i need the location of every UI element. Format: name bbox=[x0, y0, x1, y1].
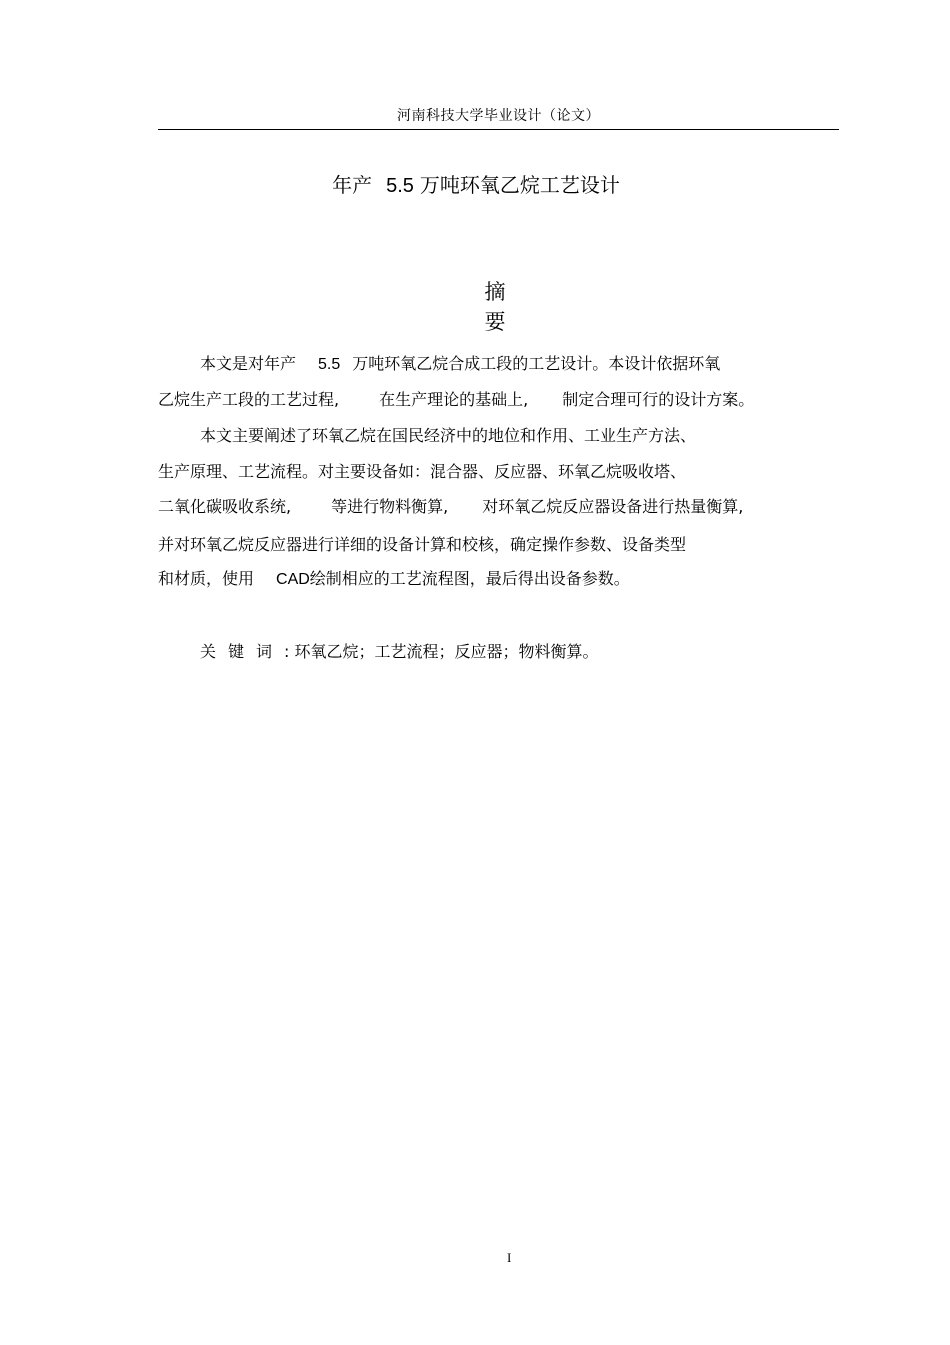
keywords-label: 关键词 bbox=[200, 642, 285, 661]
abstract-line-5 bbox=[158, 496, 743, 518]
abstract-heading: 摘要 bbox=[484, 280, 534, 334]
title-suffix: 万吨环氧乙烷工艺设计 bbox=[419, 173, 620, 197]
abstract-line-6: 并对环氧乙烷反应器进行详细的设备计算和校核，确定操作参数、设备类型 bbox=[158, 535, 687, 554]
line-2-part-b: 在生产理论的基础上, bbox=[379, 390, 529, 409]
line-5-part-a: 二氧化碳吸收系统, bbox=[158, 497, 292, 516]
abstract-line-3: 本文主要阐述了环氧乙烷在国民经济中的地位和作用、工业生产方法、 bbox=[200, 426, 697, 445]
line-7-cad: CAD bbox=[276, 571, 310, 588]
line-5-part-c: 对环氧乙烷反应器设备进行热量衡算, bbox=[482, 497, 744, 516]
document-title bbox=[158, 171, 794, 200]
line-1-part-a: 本文是对年产 bbox=[200, 354, 297, 373]
header-divider bbox=[158, 129, 839, 130]
abstract-line-7 bbox=[158, 568, 630, 591]
line-7-part-c: 绘制相应的工艺流程图，最后得出设备参数。 bbox=[309, 569, 630, 588]
line-1-part-c: 万吨环氧乙烷合成工段的工艺设计。本设计依据环氧 bbox=[352, 354, 721, 373]
keywords-colon: : bbox=[284, 642, 295, 661]
title-prefix: 年产 bbox=[332, 173, 373, 197]
running-header: 河南科技大学毕业设计（论文） bbox=[397, 108, 600, 124]
keywords-items: 环氧乙烷；工艺流程；反应器；物料衡算。 bbox=[294, 642, 599, 661]
line-2-part-c: 制定合理可行的设计方案。 bbox=[562, 390, 755, 409]
line-5-part-b: 等进行物料衡算, bbox=[331, 497, 449, 516]
page-number: I bbox=[507, 1250, 512, 1265]
abstract-line-2 bbox=[158, 389, 754, 411]
line-1-number: 5.5 bbox=[318, 356, 341, 373]
title-number: 5.5 bbox=[386, 175, 414, 197]
keywords-line bbox=[200, 641, 599, 663]
line-7-part-a: 和材质，使用 bbox=[158, 569, 255, 588]
abstract-line-4: 生产原理、工艺流程。对主要设备如：混合器、反应器、环氧乙烷吸收塔、 bbox=[158, 462, 687, 481]
line-2-part-a: 乙烷生产工段的工艺过程, bbox=[158, 390, 340, 409]
abstract-line-1 bbox=[200, 353, 720, 376]
